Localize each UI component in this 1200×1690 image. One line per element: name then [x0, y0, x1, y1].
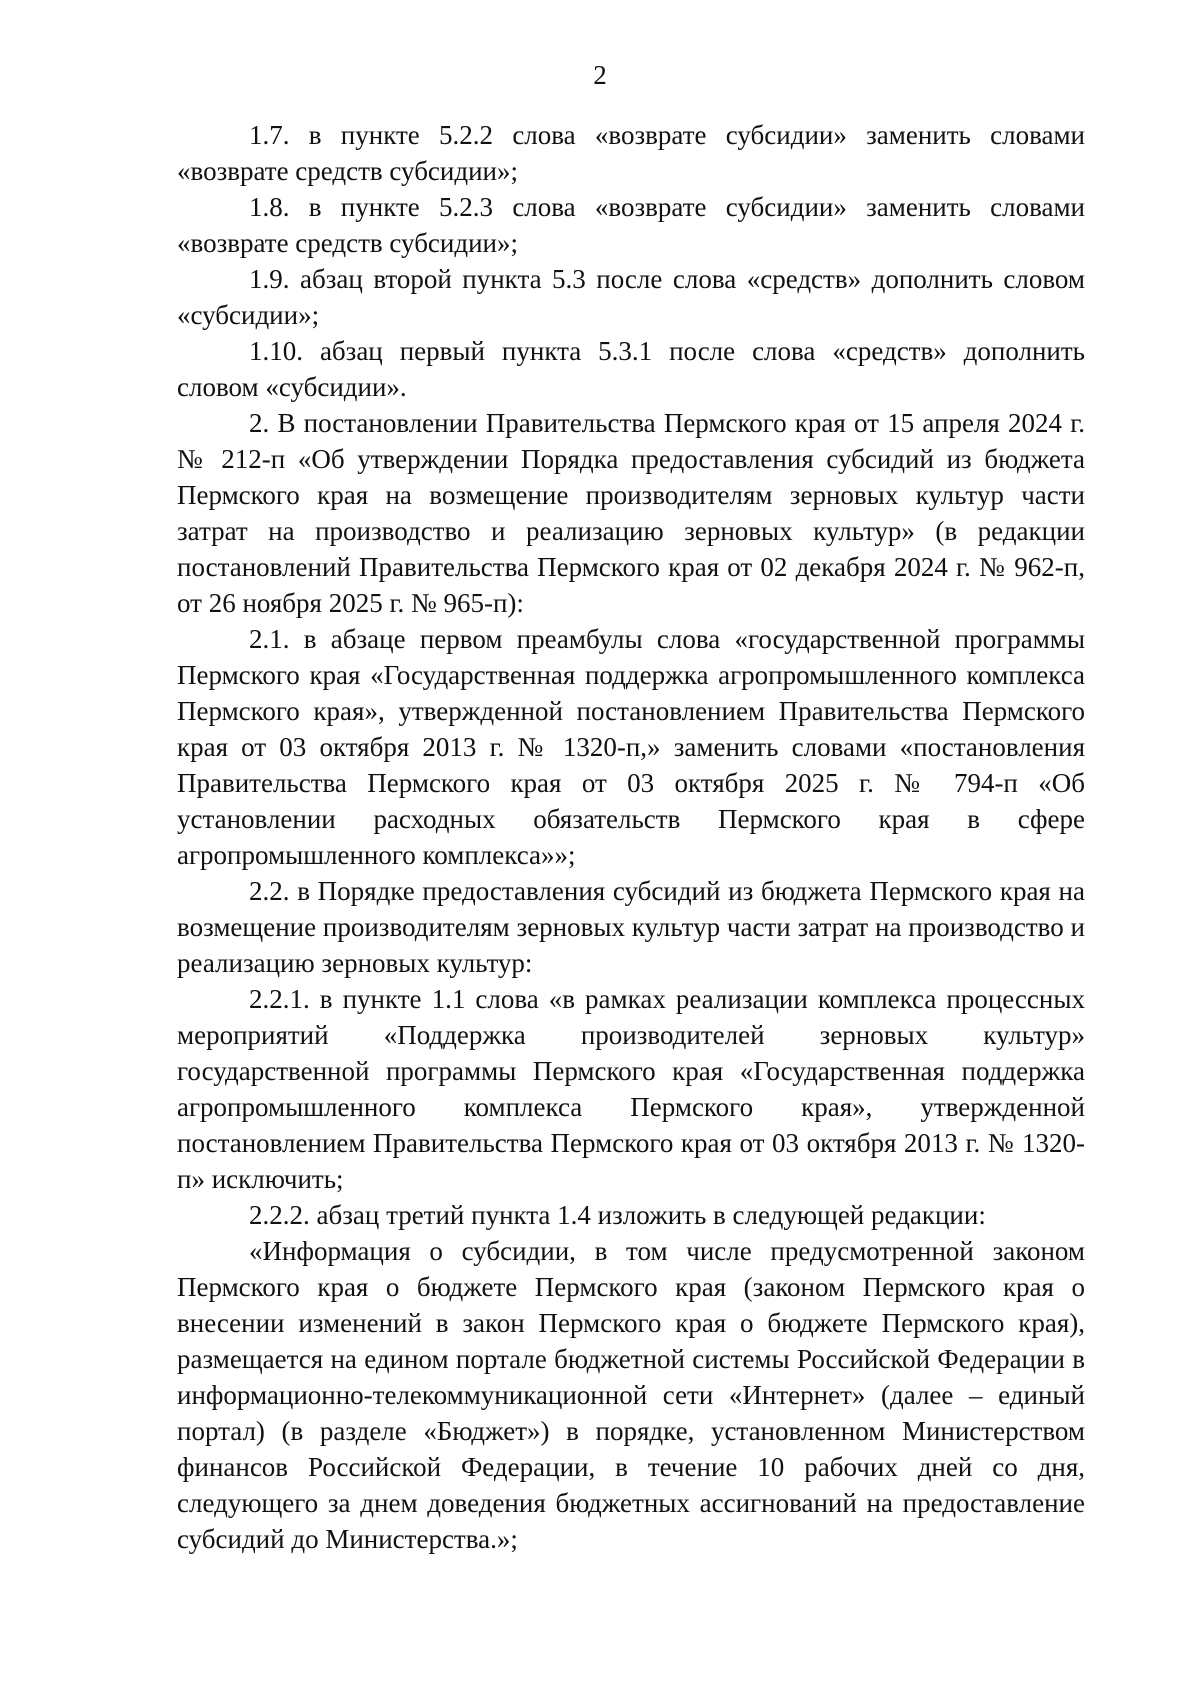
paragraph-1-9: 1.9. абзац второй пункта 5.3 после слова «средств» дополнить словом «субсидии»;	[177, 264, 1085, 330]
paragraph-1-8: 1.8. в пункте 5.2.3 слова «возврате субсидии» заменить словами «возврате средств субсидии»;	[177, 192, 1085, 258]
paragraph-2-2-1: 2.2.1. в пункте 1.1 слова «в рамках реализации комплекса процессных мероприятий «Поддержка производителей зерновых культур» государственной программы Пермского края «Государственная поддержка агропромышленного комплекса Пермского края», утвержденной постановлением Правительства Пермского края от 03 октября 2013 г. № 1320-п» исключить;	[177, 984, 1085, 1194]
paragraph-1-7: 1.7. в пункте 5.2.2 слова «возврате субсидии» заменить словами «возврате средств субсидии»;	[177, 120, 1085, 186]
paragraph-2: 2. В постановлении Правительства Пермского края от 15 апреля 2024 г. № 212-п «Об утверждении Порядка предоставления субсидий из бюджета Пермского края на возмещение производителям зерновых культур части затрат на производство и реализацию зерновых культур» (в редакции постановлений Правительства Пермского края от 02 декабря 2024 г. № 962-п, от 26 ноября 2025 г. № 965-п):	[177, 408, 1085, 618]
page-number: 2	[593, 60, 607, 90]
paragraph-2-2: 2.2. в Порядке предоставления субсидий из бюджета Пермского края на возмещение производителям зерновых культур части затрат на производство и реализацию зерновых культур:	[177, 876, 1085, 978]
document-body	[177, 117, 1085, 1557]
paragraph-2-1: 2.1. в абзаце первом преамбулы слова «государственной программы Пермского края «Государственная поддержка агропромышленного комплекса Пермского края», утвержденной постановлением Правительства Пермского края от 03 октября 2013 г. № 1320-п,» заменить словами «постановления Правительства Пермского края от 03 октября 2025 г. № 794-п «Об установлении расходных обязательств Пермского края в сфере агропромышленного комплекса»»;	[177, 624, 1085, 870]
paragraph-2-2-2: 2.2.2. абзац третий пункта 1.4 изложить в следующей редакции:	[249, 1200, 986, 1230]
paragraph-1-10: 1.10. абзац первый пункта 5.3.1 после слова «средств» дополнить словом «субсидии».	[177, 336, 1085, 402]
paragraph-quote: «Информация о субсидии, в том числе предусмотренной законом Пермского края о бюджете Пермского края (законом Пермского края о внесении изменений в закон Пермского края о бюджете Пермского края), размещается на едином портале бюджетной системы Российской Федерации в информационно-телекоммуникационной сети «Интернет» (далее – единый портал) (в разделе «Бюджет») в порядке, установленном Министерством финансов Российской Федерации, в течение 10 рабочих дней со дня, следующего за днем доведения бюджетных ассигнований на предоставление субсидий до Министерства.»;	[177, 1236, 1085, 1554]
